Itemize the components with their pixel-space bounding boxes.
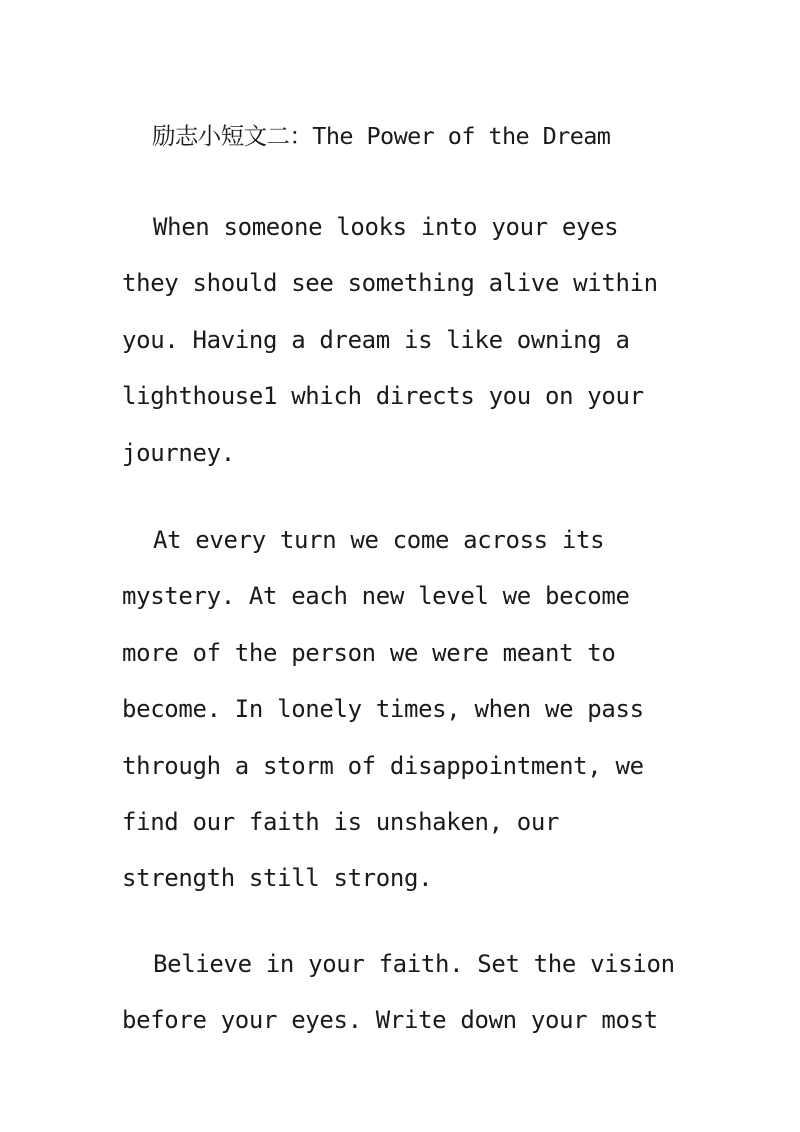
text-line: before your eyes. Write down your most	[122, 1006, 658, 1035]
text-line: When someone looks into your eyes	[153, 213, 619, 241]
paragraph-3	[122, 936, 675, 1049]
text-line: through a storm of disappointment, we	[122, 751, 644, 780]
text-line: lighthouse1 which directs you on your	[122, 382, 644, 411]
text-line: they should see something alive within	[122, 269, 658, 298]
text-line: At every turn we come across its	[153, 526, 605, 554]
paragraph-1	[122, 199, 658, 481]
text-line: journey.	[122, 438, 235, 467]
document-title: 励志小短文二：The Power of the Dream	[152, 122, 611, 150]
text-line: become. In lonely times, when we pass	[122, 695, 644, 724]
text-line: find our faith is unshaken, our	[122, 807, 560, 836]
text-line: more of the person we were meant to	[122, 638, 616, 667]
text-line: Believe in your faith. Set the vision	[153, 950, 675, 978]
text-line: you. Having a dream is like owning a	[122, 325, 630, 354]
text-line: mystery. At each new level we become	[122, 582, 630, 611]
paragraph-2	[122, 512, 644, 907]
text-line: strength still strong.	[122, 864, 433, 893]
